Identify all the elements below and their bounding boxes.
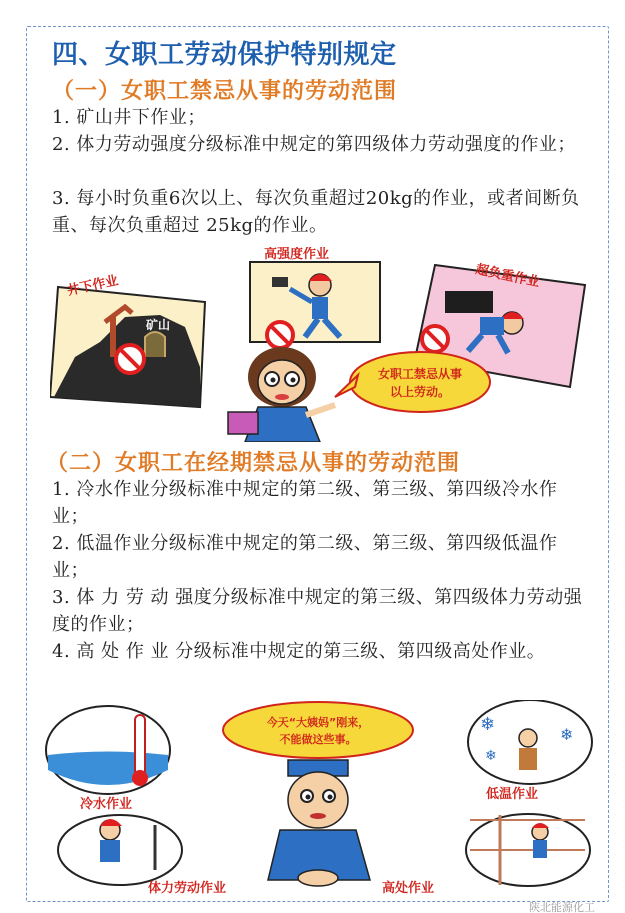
menstrual-period-illustration [40, 700, 600, 900]
heights-label: 高处作业 [382, 881, 435, 896]
mine-panel [50, 272, 205, 407]
watermark: 陕北能源化工 [529, 901, 595, 913]
cold-water-panel [46, 706, 170, 812]
cold-water-label: 冷水作业 [80, 797, 133, 812]
section2-item-3: 3. 体 力 劳 动 强度分级标准中规定的第三级、第四级体力劳动强度的作业； [52, 587, 583, 635]
section1-heading: （一）女职工禁忌从事的劳动范围 [52, 78, 398, 104]
period-bubble-line-2: 不能做这些事。 [279, 733, 357, 746]
section2-heading: （二）女职工在经期禁忌从事的劳动范围 [46, 450, 461, 476]
low-temp-label: 低温作业 [486, 787, 539, 802]
page-title: 四、女职工劳动保护特别规定 [52, 40, 397, 70]
section2-item-2: 2. 低温作业分级标准中规定的第二级、第三级、第四级低温作业； [52, 533, 558, 581]
woman-character [228, 347, 335, 442]
prohibited-icon [422, 326, 448, 352]
section2-item-4: 4. 高 处 作 业 分级标准中规定的第三级、第四级高处作业。 [52, 641, 546, 662]
heights-panel [382, 814, 590, 896]
prohibited-labor-illustration [50, 247, 595, 442]
physical-labor-panel [58, 815, 226, 896]
overweight-label: 超负重作业 [474, 262, 541, 291]
section2-item-1: 1. 冷水作业分级标准中规定的第二级、第三级、第四级冷水作业； [52, 479, 558, 527]
speech-bubble [335, 352, 490, 412]
section1-item-2: 2. 体力劳动强度分级标准中规定的第四级体力劳动强度的作业； [52, 134, 576, 155]
prohibited-icon [267, 322, 293, 348]
high-intensity-panel [250, 247, 380, 348]
high-intensity-label: 高强度作业 [264, 247, 330, 262]
svg-text:❄: ❄ [480, 714, 496, 735]
prohibited-icon [116, 345, 144, 373]
low-temp-panel [468, 700, 592, 802]
physical-labor-label: 体力劳动作业 [148, 881, 227, 896]
mine-panel-label: 井下作业 [65, 273, 120, 299]
section1-item-1: 1. 矿山井下作业； [52, 107, 206, 128]
speech-bubble-period [223, 702, 413, 758]
svg-text:❄: ❄ [560, 725, 574, 744]
woman-worker-character [268, 760, 370, 886]
mine-sign-label: 矿山 [146, 318, 171, 332]
bubble-line-1: 女职工禁忌从事 [377, 367, 463, 381]
section1-item-3: 3. 每小时负重6次以上、每次负重超过20kg的作业，或者间断负重、每次负重超过 25kg的作业。 [52, 188, 580, 236]
period-bubble-line-1: 今天“大姨妈”刚来， [266, 716, 370, 729]
bubble-line-2: 以上劳动。 [389, 385, 451, 399]
svg-text:❄: ❄ [485, 748, 497, 764]
